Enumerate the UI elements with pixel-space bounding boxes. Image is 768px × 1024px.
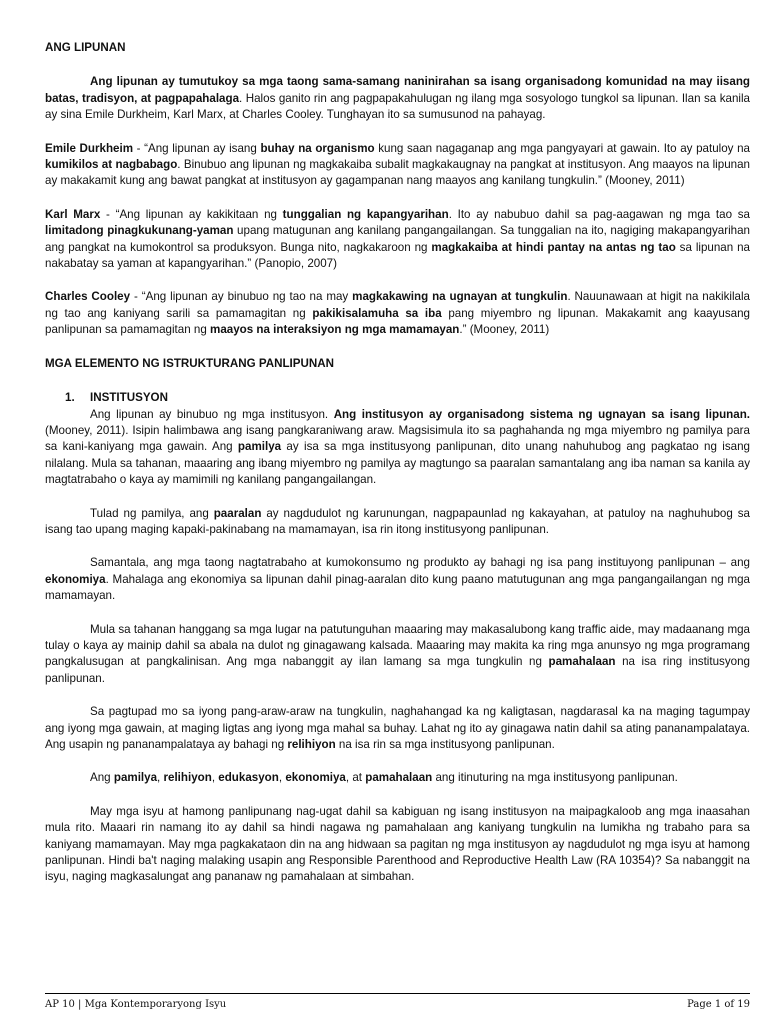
cooley-name: Charles Cooley: [45, 290, 131, 304]
cooley-text-4: .” (Mooney, 2011): [459, 323, 550, 337]
p1-bold-2: pamilya: [237, 440, 282, 454]
p6-text-5: , at: [345, 771, 366, 785]
cooley-text-3: pang miyembro ng lipunan. Makakamit ang kaayusang panlipunan sa pamamagitan ng: [45, 306, 750, 337]
p3-bold-1: ekonomiya: [45, 572, 106, 586]
marx-name: Karl Marx: [45, 207, 101, 221]
durkheim-bold-1: buhay na organismo: [260, 141, 375, 155]
p1-bold-1: Ang institusyon ay organisadong sistema ng ugnayan sa isang lipunan.: [333, 407, 750, 421]
p6-text-4: ,: [278, 771, 286, 785]
p5-bold-1: relihiyon: [287, 738, 336, 751]
institusyon-paragraph-3: [45, 555, 750, 604]
intro-bold-text: Ang lipunan ay tumutukoy sa mga taong sama-samang naninirahan sa isang organisadong komunidad na may iisang batas, tradisyon, at pagpapahalaga: [45, 75, 750, 105]
p2-text-1: Tulad ng pamilya, ang: [90, 506, 214, 520]
p1-text-3: ay isa sa mga institusyong panlipunan, dito unang nahuhubog ang pagkatao ng isang nilalang. Mula sa tahanan, maaaring ang ibang miyembro ng pamilya ay magtungo sa paaralan samantalang ang iba naman sa kanila ay magtatrabaho o kaya ay mamimili ng kanilang pangangailangan.: [45, 440, 750, 487]
list-item-institusyon-title: [45, 390, 750, 406]
p4-bold-1: pamahalaan: [548, 655, 616, 669]
institusyon-paragraph-1: [45, 407, 750, 489]
intro-paragraph: [45, 74, 750, 123]
durkheim-name: Emile Durkheim: [45, 141, 134, 155]
marx-bold-3: magkakaiba at hindi pantay na antas ng tao: [431, 240, 676, 254]
p3-text-2: . Mahalaga ang ekonomiya sa lipunan dahil pinag-aaralan dito kung paano matutugunan ang mga pangangailangan ng mga mamamayan.: [45, 572, 750, 603]
marx-paragraph: [45, 207, 750, 273]
footer-course-label: AP 10 | Mga Kontemporaryong Isyu: [45, 999, 227, 1010]
p2-text-2: ay nagdudulot ng karunungan, nagpapaunlad ng kakayahan, at patuloy na naghuhubog sa isang tao upang maging kapaki-pakinabang na mamamayan, isa rin itong institusyong panlipunan.: [45, 506, 750, 536]
marx-text-4: sa lipunan na nakabatay sa yaman at kapangyarihan.” (Panopio, 2007): [45, 240, 750, 271]
cooley-text-1: - “Ang lipunan ay binubuo ng tao na may: [130, 290, 353, 304]
p6-text-6: ang itinuturing na mga institusyong panlipunan.: [432, 771, 678, 785]
page-footer: [45, 993, 750, 1011]
institusyon-section: [45, 407, 750, 886]
cooley-text-2: . Nauunawaan at higit na nakikilala ng tao ang kaniyang sarili sa pamamagitan ng: [45, 290, 750, 320]
p6-text-2: ,: [157, 771, 164, 785]
institusyon-paragraph-7: May mga isyu at hamong panlipunang nag-ugat dahil sa kabiguan ng isang institusyon na maipagkaloob ang mga inaasahan mula rito. Maaari rin namang ito ay dahil sa hindi nagawa ng pamahalaan ang kaniyang tungkulin na lumikha ng trabaho para sa kaniyang mamamayan. May mga pagkakataon din na ang hidwaan sa pagitan ng mga institusyon ay nagdudulot ng mga isyu at hamong panlipunan. Hindi ba't naging malaking usapin ang Responsible Parenthood and Reproductive Health Law (RA 10354)? Sa nabanggit na isyu, naging magkasalungat ang pananaw ng pamahalaan at simbahan.: [45, 804, 750, 884]
institusyon-paragraph-2: [45, 506, 750, 539]
durkheim-text-2: kung saan nagaganap ang mga pangyayari at gawain. Ito ay patuloy na: [374, 141, 750, 155]
p4-text-1: Mula sa tahanan hanggang sa mga lugar na patutunguhan maaaring may makasalubong kang traffic aide, may madaanang mga tulay o kaya ay mainip dahil sa abala na dulot ng ginagawang kalsada. Maaaring may makita ka ring mga anunsyo ng mga programang pangkalusugan at pangkalinisan. Ang mga nabanggit ay ilan lamang sa mga tungkulin ng: [45, 622, 750, 669]
p1-text-1: Ang lipunan ay binubuo ng mga institusyon.: [90, 407, 334, 421]
list-number: 1.: [65, 391, 75, 405]
marx-bold-2: limitadong pinagkukunang-yaman: [45, 224, 234, 238]
section-heading-ang-lipunan: ANG LIPUNAN: [45, 41, 126, 54]
marx-text-3: upang matugunan ang kanilang pangangailangan. Sa tunggalian na ito, nagiging makapangyarihan ang pangkat na kumokontrol sa produksyon. Bunga nito, nagkakaroon ng: [45, 224, 751, 254]
p6-bold-1: pamilya: [113, 771, 158, 785]
section-heading-elemento: MGA ELEMENTO NG ISTRUKTURANG PANLIPUNAN: [45, 356, 334, 370]
p2-bold-1: paaralan: [213, 506, 262, 520]
durkheim-text-1: - “Ang lipunan ay isang: [133, 141, 261, 155]
marx-text-1: - “Ang lipunan ay kakikitaan ng: [100, 207, 283, 221]
institusyon-paragraph-4: [45, 622, 750, 688]
p6-text-1: Ang: [90, 771, 114, 785]
cooley-bold-3: maayos na interaksiyon ng mga mamamayan: [210, 323, 460, 337]
document-body: [45, 40, 750, 886]
list-title: INSTITUSYON: [90, 391, 168, 405]
p5-text-1: Sa pagtupad mo sa iyong pang-araw-araw na tungkulin, naghahangad ka ng kaligtasan, nagdarasal ka na maging tagumpay ang iyong mga gawain, at maging ligtas ang iyong mga mahal sa buhay. Lahat ng ito ay ginagawa natin dahil sa ating pananampalataya. Ang usapin ng pananampalataya ay bahagi ng: [45, 705, 750, 751]
institusyon-paragraph-5: [45, 704, 750, 753]
p1-text-2: (Mooney, 2011). Isipin halimbawa ang isang pangkaraniwang araw. Magsisimula ito sa paghahanda ng mga miyembro ng pamilya para sa kani-kaniyang mga gawain. Ang: [45, 423, 750, 454]
p6-bold-4: ekonomiya: [285, 771, 346, 785]
marx-bold-1: tunggalian ng kapangyarihan: [282, 207, 449, 221]
p6-bold-3: edukasyon: [218, 771, 279, 785]
cooley-bold-2: pakikisalamuha sa iba: [312, 306, 442, 320]
durkheim-text-3: . Binubuo ang lipunan ng magkakaiba subalit magkakaugnay na pangkat at institusyon. Ang maayos na lipunan ay makakamit kung ang bawat pangkat at institusyon ay gagampanan nang maayos ang kanilang tungkulin.” (Mooney, 2011): [45, 158, 750, 188]
durkheim-paragraph: [45, 141, 750, 190]
p6-bold-5: pamahalaan: [365, 771, 433, 785]
p6-text-3: ,: [211, 771, 219, 785]
p4-text-2: na isa ring institusyong panlipunan.: [45, 655, 750, 685]
intro-text: . Halos ganito rin ang pagpapakahulugan ng ilang mga sosyologo tungkol sa lipunan. Ilan sa kanila ay sina Emile Durkheim, Karl Marx, at Charles Cooley. Tunghayan ito sa sumusunod na pahayag.: [45, 91, 750, 122]
institusyon-paragraph-6: [45, 770, 750, 786]
cooley-bold-1: magkakawing na ugnayan at tungkulin: [352, 290, 568, 304]
p5-text-2: na isa rin sa mga institusyong panlipunan.: [335, 738, 555, 751]
durkheim-bold-2: kumikilos at nagbabago: [45, 158, 178, 172]
marx-text-2: . Ito ay nabubuo dahil sa pag-aagawan ng mga tao sa: [448, 207, 750, 221]
footer-page-number: Page 1 of 19: [687, 999, 750, 1010]
p3-text-1: Samantala, ang mga taong nagtatrabaho at kumokonsumo ng produkto ay bahagi ng isa pang instituyong panlipunan – ang: [90, 556, 750, 570]
cooley-paragraph: [45, 289, 750, 338]
p6-bold-2: relihiyon: [163, 771, 212, 785]
